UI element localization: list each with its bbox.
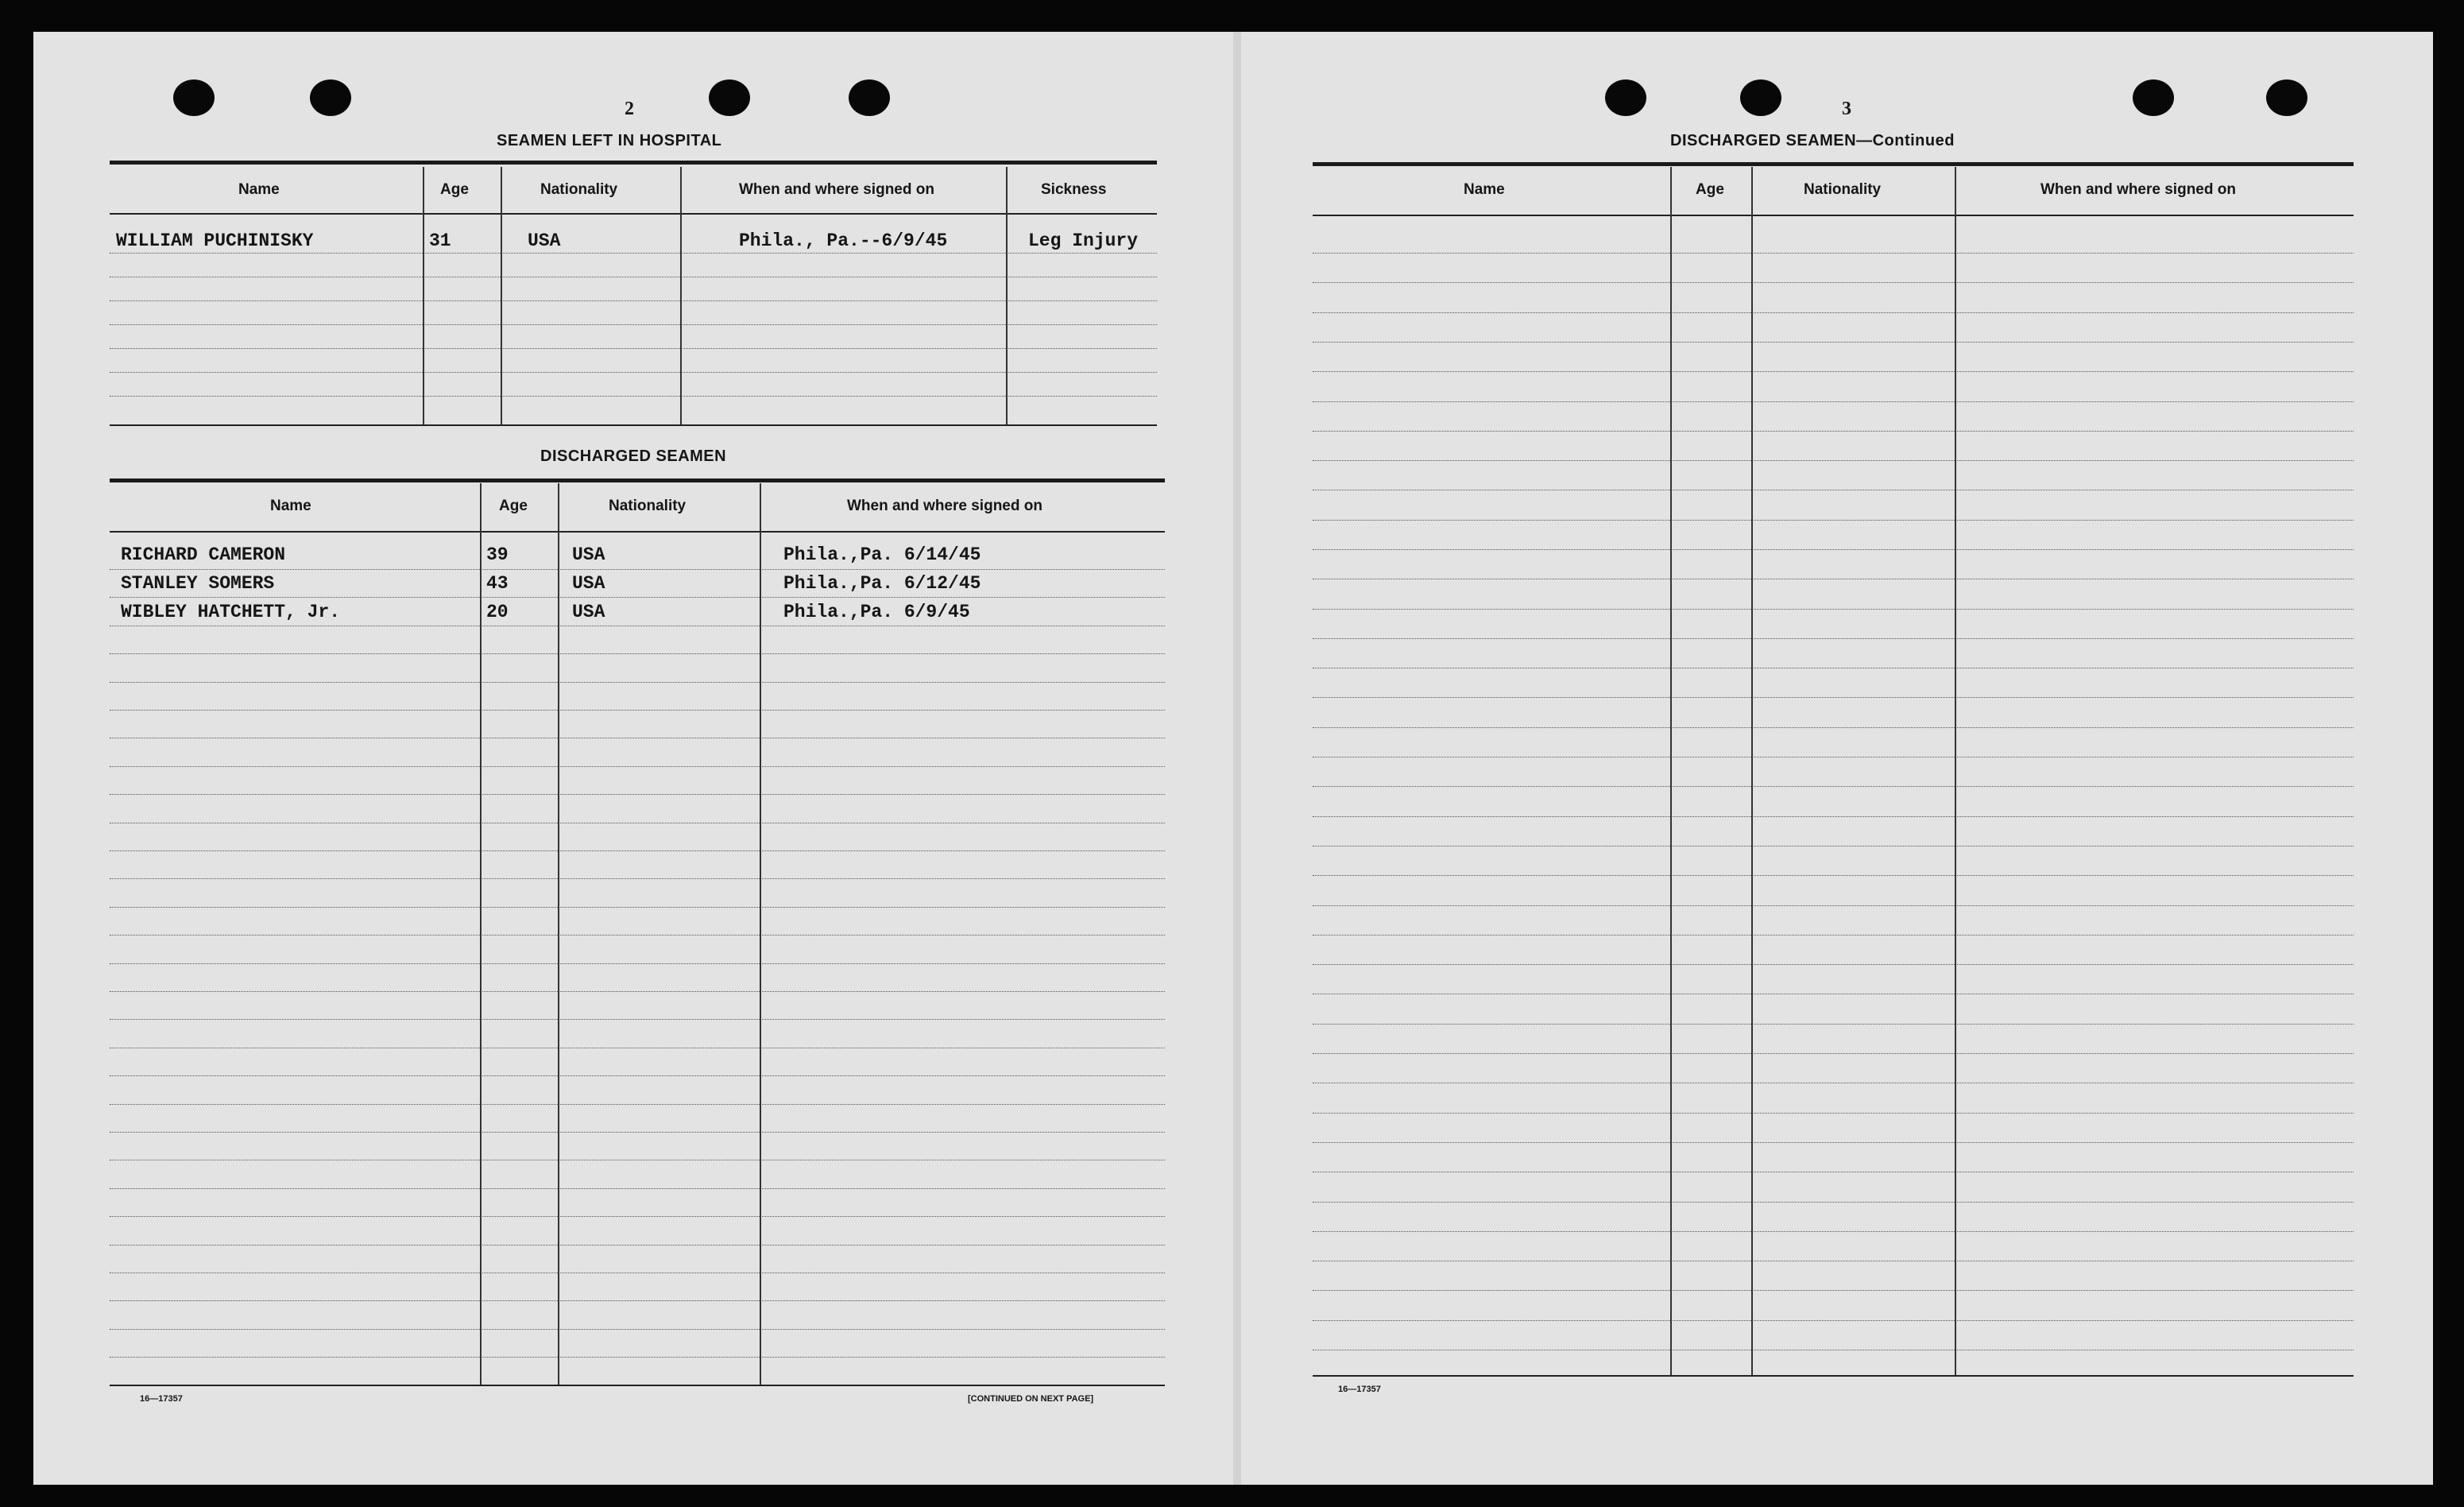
ruled-line bbox=[1313, 1113, 2354, 1114]
punch-hole bbox=[2133, 79, 2174, 116]
continued-note: [CONTINUED ON NEXT PAGE] bbox=[968, 1394, 1094, 1404]
ruled-line bbox=[1313, 1142, 2354, 1143]
ruled-line bbox=[110, 253, 1157, 254]
ruled-line bbox=[110, 348, 1157, 349]
ruled-line bbox=[110, 1329, 1165, 1330]
discharged-age-cell: 20 bbox=[486, 602, 509, 622]
rule bbox=[110, 478, 1165, 482]
column-divider bbox=[558, 483, 559, 1386]
nationality-header: Nationality bbox=[540, 181, 618, 198]
discharged-signed-on-cell: Phila.,Pa. 6/12/45 bbox=[783, 573, 981, 594]
hospital-name-cell: WILLIAM PUCHINISKY bbox=[116, 231, 314, 251]
rule bbox=[1313, 1375, 2354, 1377]
page-number: 3 bbox=[1842, 99, 1851, 119]
ruled-line bbox=[1313, 401, 2354, 402]
ruled-line bbox=[1313, 1202, 2354, 1203]
ruled-line bbox=[110, 1216, 1165, 1217]
ruled-line bbox=[1313, 371, 2354, 372]
ruled-line bbox=[1313, 609, 2354, 610]
ruled-line bbox=[110, 907, 1165, 908]
ruled-line bbox=[110, 653, 1165, 654]
hospital-section-title: SEAMEN LEFT IN HOSPITAL bbox=[497, 132, 722, 149]
signed-on-header: When and where signed on bbox=[2040, 181, 2236, 198]
ruled-line bbox=[110, 324, 1157, 325]
ruled-line bbox=[110, 682, 1165, 683]
rule bbox=[110, 531, 1165, 533]
column-divider bbox=[501, 167, 502, 426]
ruled-line bbox=[110, 991, 1165, 992]
ruled-line bbox=[1313, 875, 2354, 876]
ruled-line bbox=[110, 1188, 1165, 1189]
ruled-line bbox=[110, 597, 1165, 598]
ruled-line bbox=[1313, 312, 2354, 313]
ruled-line bbox=[1313, 697, 2354, 698]
right-page bbox=[1241, 32, 2433, 1485]
hospital-signed-on-cell: Phila., Pa.--6/9/45 bbox=[739, 231, 948, 251]
discharged-nationality-cell: USA bbox=[572, 544, 605, 565]
ruled-line bbox=[1313, 905, 2354, 906]
column-divider bbox=[1670, 167, 1672, 1377]
name-header: Name bbox=[1464, 181, 1505, 198]
ruled-line bbox=[110, 878, 1165, 879]
ruled-line bbox=[1313, 1024, 2354, 1025]
rule bbox=[110, 213, 1157, 215]
ruled-line bbox=[1313, 727, 2354, 728]
signed-on-header: When and where signed on bbox=[847, 498, 1042, 514]
ruled-line bbox=[110, 794, 1165, 795]
punch-hole bbox=[2266, 79, 2307, 116]
ruled-line bbox=[110, 1104, 1165, 1105]
ruled-line bbox=[1313, 1320, 2354, 1321]
right-section-title: DISCHARGED SEAMEN—Continued bbox=[1670, 132, 1955, 149]
name-header: Name bbox=[270, 498, 311, 514]
nationality-header: Nationality bbox=[1804, 181, 1882, 198]
rule bbox=[110, 1385, 1165, 1386]
hospital-age-cell: 31 bbox=[429, 231, 451, 251]
ruled-line bbox=[110, 1132, 1165, 1133]
punch-hole bbox=[849, 79, 890, 116]
ruled-line bbox=[110, 396, 1157, 397]
column-divider bbox=[423, 167, 424, 426]
ruled-line bbox=[110, 372, 1157, 373]
punch-hole bbox=[1605, 79, 1646, 116]
ruled-line bbox=[1313, 1053, 2354, 1054]
ruled-line bbox=[1313, 549, 2354, 550]
column-divider bbox=[1955, 167, 1956, 1377]
ruled-line bbox=[1313, 342, 2354, 343]
rule bbox=[1313, 215, 2354, 216]
ruled-line bbox=[1313, 460, 2354, 461]
discharged-signed-on-cell: Phila.,Pa. 6/14/45 bbox=[783, 544, 981, 565]
rule bbox=[1313, 162, 2354, 166]
age-header: Age bbox=[1696, 181, 1724, 198]
discharged-signed-on-cell: Phila.,Pa. 6/9/45 bbox=[783, 602, 970, 622]
ruled-line bbox=[110, 300, 1157, 301]
ruled-line bbox=[1313, 964, 2354, 965]
discharged-name-cell: WIBLEY HATCHETT, Jr. bbox=[121, 602, 341, 622]
form-number: 16—17357 bbox=[1338, 1385, 1381, 1394]
hospital-nationality-cell: USA bbox=[528, 231, 561, 251]
ruled-line bbox=[110, 1075, 1165, 1076]
ruled-line bbox=[1313, 431, 2354, 432]
ruled-line bbox=[110, 710, 1165, 711]
punch-hole bbox=[310, 79, 351, 116]
sickness-header: Sickness bbox=[1041, 181, 1107, 198]
discharged-nationality-cell: USA bbox=[572, 573, 605, 594]
discharged-name-cell: STANLEY SOMERS bbox=[121, 573, 275, 594]
name-header: Name bbox=[238, 181, 280, 198]
ruled-line bbox=[1313, 816, 2354, 817]
ruled-line bbox=[110, 1300, 1165, 1301]
column-divider bbox=[680, 167, 682, 426]
ruled-line bbox=[1313, 638, 2354, 639]
punch-hole bbox=[709, 79, 750, 116]
ruled-line bbox=[1313, 935, 2354, 936]
ruled-line bbox=[1313, 520, 2354, 521]
ruled-line bbox=[110, 569, 1165, 570]
column-divider bbox=[1006, 167, 1008, 426]
column-divider bbox=[760, 483, 761, 1386]
nationality-header: Nationality bbox=[609, 498, 687, 514]
ruled-line bbox=[1313, 282, 2354, 283]
discharged-nationality-cell: USA bbox=[572, 602, 605, 622]
page-fold bbox=[1233, 32, 1241, 1485]
rule bbox=[110, 424, 1157, 426]
discharged-name-cell: RICHARD CAMERON bbox=[121, 544, 286, 565]
ruled-line bbox=[110, 766, 1165, 767]
hospital-sickness-cell: Leg Injury bbox=[1028, 231, 1139, 251]
age-header: Age bbox=[440, 181, 469, 198]
discharged-age-cell: 43 bbox=[486, 573, 509, 594]
rule bbox=[110, 161, 1157, 165]
ruled-line bbox=[110, 1357, 1165, 1358]
ruled-line bbox=[110, 963, 1165, 964]
column-divider bbox=[480, 483, 482, 1386]
ruled-line bbox=[110, 1245, 1165, 1246]
ruled-line bbox=[1313, 1290, 2354, 1291]
column-divider bbox=[1751, 167, 1753, 1377]
ruled-line bbox=[110, 850, 1165, 851]
form-number: 16—17357 bbox=[140, 1394, 183, 1404]
ruled-line bbox=[1313, 786, 2354, 787]
ruled-line bbox=[1313, 253, 2354, 254]
signed-on-header: When and where signed on bbox=[739, 181, 934, 198]
page-number: 2 bbox=[625, 99, 634, 119]
punch-hole bbox=[1740, 79, 1781, 116]
punch-hole bbox=[173, 79, 215, 116]
discharged-section-title: DISCHARGED SEAMEN bbox=[540, 447, 727, 465]
discharged-age-cell: 39 bbox=[486, 544, 509, 565]
age-header: Age bbox=[499, 498, 528, 514]
ruled-line bbox=[110, 1019, 1165, 1020]
ruled-line bbox=[1313, 1231, 2354, 1232]
ruled-line bbox=[110, 935, 1165, 936]
